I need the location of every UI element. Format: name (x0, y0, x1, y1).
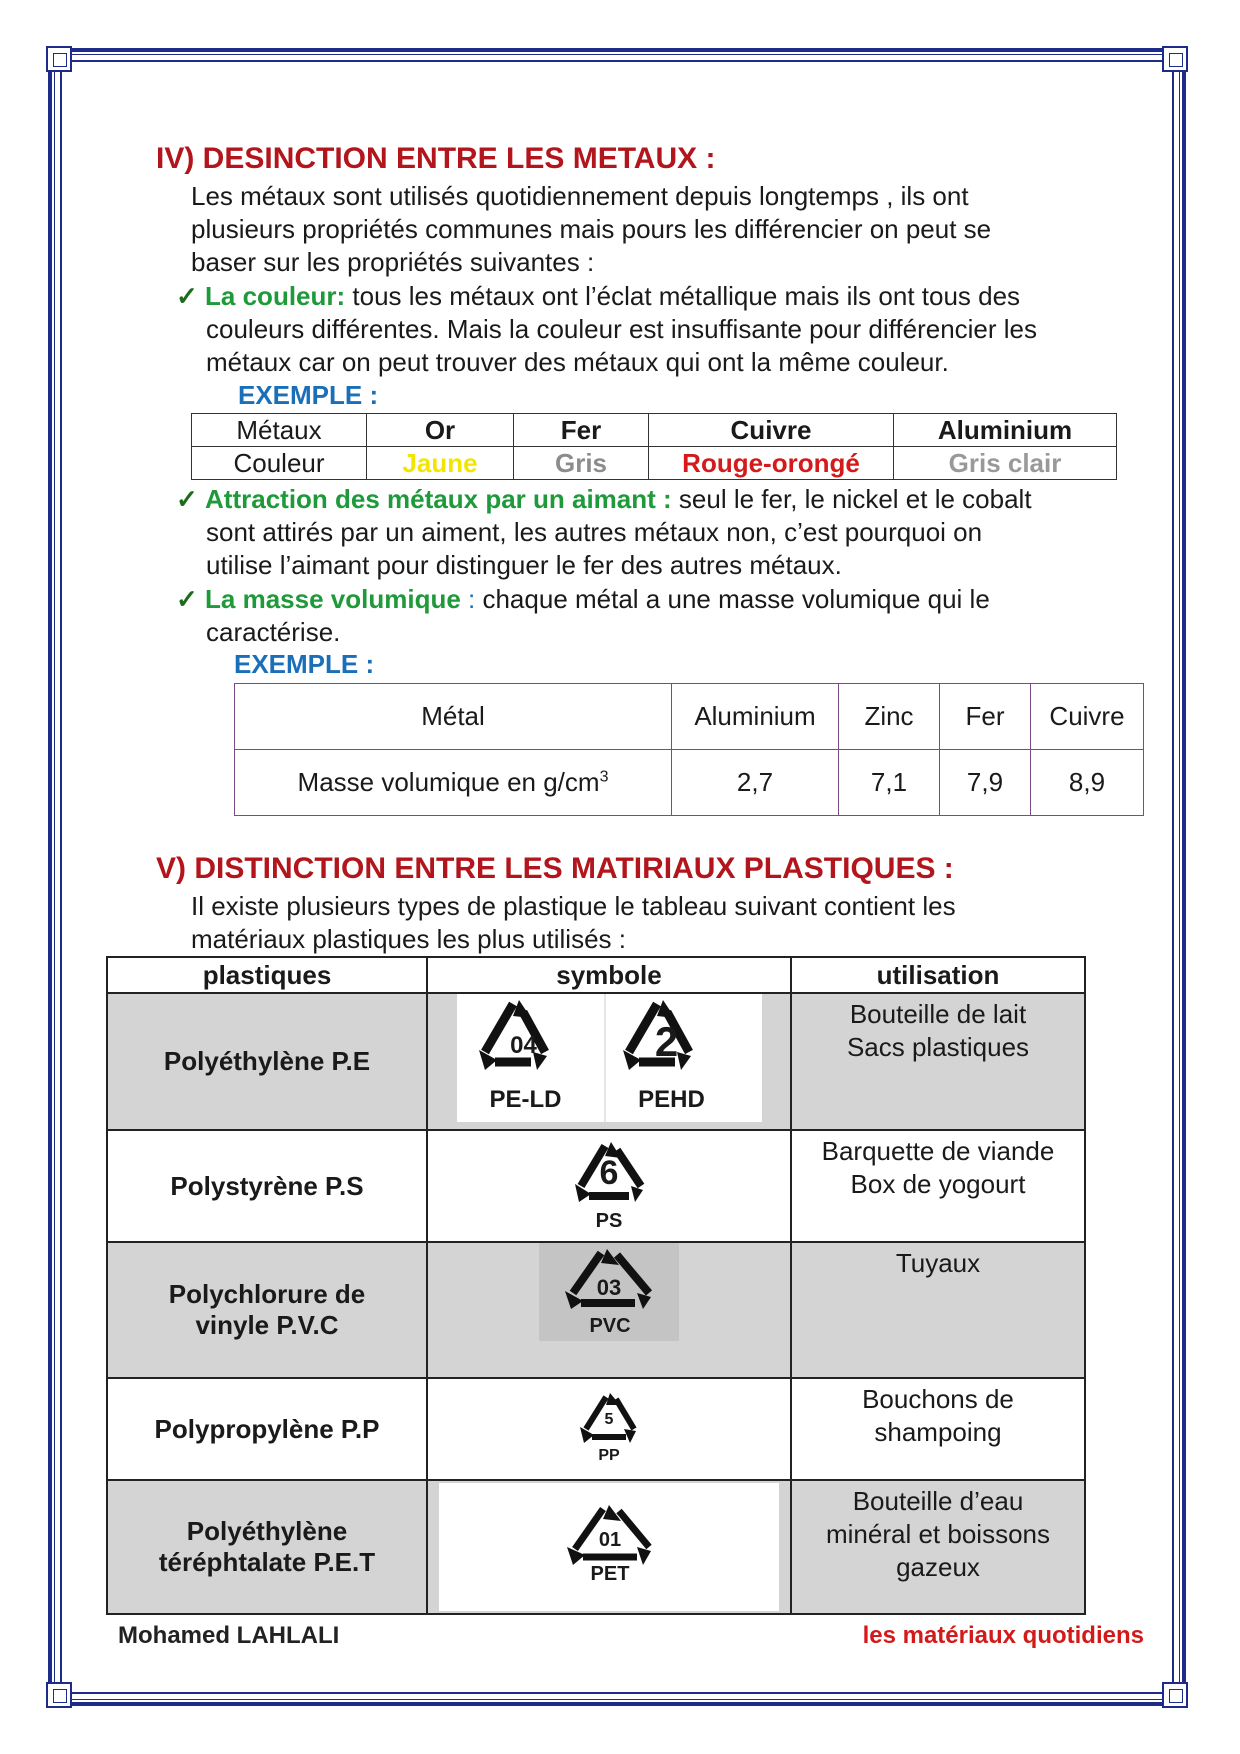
section-5-intro (191, 890, 956, 956)
symbol-code: 5 (604, 1411, 614, 1428)
usage-line: Bouteille d’eau (852, 1486, 1024, 1516)
aimant-label: Attraction des métaux par un aimant : (205, 484, 672, 514)
symbol-cell (427, 1130, 791, 1242)
table-header: symbole (427, 957, 791, 993)
corner-ornament (46, 46, 72, 72)
symbol-box (457, 994, 762, 1122)
check-icon: ✓ (176, 281, 198, 311)
name-line: téréphtalate P.E.T (158, 1547, 376, 1577)
usage-line: gazeux (896, 1552, 980, 1582)
table-cell: 2,7 (672, 750, 839, 816)
usage-line: Box de yogourt (850, 1169, 1026, 1199)
exemple-label: EXEMPLE : (238, 380, 379, 410)
couleur-paragraph (176, 280, 1156, 379)
usage-line: Sacs plastiques (846, 1032, 1030, 1062)
plastic-name: Polystyrène P.S (107, 1130, 427, 1242)
check-icon: ✓ (176, 584, 198, 614)
couleur-text: tous les métaux ont l’éclat métallique mais ils ont tous des (345, 281, 1021, 311)
plastic-name: Polyéthylène P.E (107, 993, 427, 1130)
usage-cell (791, 993, 1085, 1130)
table-cell: Cuivre (649, 414, 894, 447)
check-icon: ✓ (176, 484, 198, 514)
symbol-code: 04 (510, 1032, 537, 1059)
usage-line: Barquette de viande (821, 1136, 1055, 1166)
table-cell: Zinc (839, 684, 940, 750)
table-row (107, 1242, 1085, 1378)
table-row (107, 1480, 1085, 1614)
usage-cell (791, 1480, 1085, 1614)
usage-line: minéral et boissons (826, 1519, 1050, 1549)
corner-ornament (46, 1682, 72, 1708)
footer-author: Mohamed LAHLALI (118, 1622, 340, 1649)
couleur-line2: couleurs différentes. Mais la couleur est insuffisante pour différencier les (206, 314, 1038, 344)
symbol-label: PP (598, 1447, 620, 1464)
table-cell: Aluminium (894, 414, 1117, 447)
plastic-name (107, 1480, 427, 1614)
symbol-box (564, 1389, 654, 1469)
couleur-label: La couleur: (205, 281, 346, 311)
symbol-cell (427, 993, 791, 1130)
masse-sep: : (460, 584, 476, 614)
masse-line2: caractérise. (206, 617, 341, 647)
table-cell (235, 750, 672, 816)
intro-line: Les métaux sont utilisés quotidiennement depuis longtemps , ils ont (191, 181, 969, 211)
plastics-table (106, 956, 1086, 1615)
symbol-cell (427, 1242, 791, 1378)
plastic-name (107, 1242, 427, 1378)
color-gris-clair: Gris clair (894, 447, 1117, 480)
color-jaune: Jaune (367, 447, 514, 480)
masse-paragraph (176, 583, 1176, 649)
intro-line: plusieurs propriétés communes mais pours les différencier on peut se (191, 214, 992, 244)
name-line: vinyle P.V.C (195, 1310, 339, 1340)
table-cell: 8,9 (1031, 750, 1144, 816)
table-cell: Couleur (192, 447, 367, 480)
section-4-title: IV) DESINCTION ENTRE LES METAUX : (156, 142, 716, 175)
intro-line: Il existe plusieurs types de plastique le tableau suivant contient les (191, 891, 956, 921)
table-cell: 7,1 (839, 750, 940, 816)
symbol-label: PET (590, 1563, 630, 1585)
table-cell: Or (367, 414, 514, 447)
table-row (107, 1130, 1085, 1242)
usage-cell (791, 1130, 1085, 1242)
symbol-label: PVC (589, 1315, 631, 1337)
color-rouge: Rouge-orongé (649, 447, 894, 480)
exemple2-label: EXEMPLE : (234, 649, 375, 679)
usage-line: shampoing (874, 1417, 1002, 1447)
symbol-cell (427, 1480, 791, 1614)
symbol-code: 6 (599, 1154, 619, 1192)
symbol-code: 01 (598, 1529, 622, 1551)
table-cell: Aluminium (672, 684, 839, 750)
symbol-label: PEHD (638, 1086, 705, 1113)
symbol-code: 2 (654, 1018, 679, 1065)
section-5-title: V) DISTINCTION ENTRE LES MATIRIAUX PLASTIQUES : (156, 852, 954, 885)
superscript: 3 (599, 768, 609, 786)
symbol-cell (427, 1378, 791, 1480)
symbol-box (439, 1483, 779, 1611)
usage-cell (791, 1242, 1085, 1378)
corner-ornament (1162, 46, 1188, 72)
intro-line: baser sur les propriétés suivantes : (191, 247, 595, 277)
table-cell: Métaux (192, 414, 367, 447)
symbol-box (549, 1136, 669, 1236)
density-row-label: Masse volumique en g/cm (297, 767, 600, 797)
aimant-text: seul le fer, le nickel et le cobalt (671, 484, 1032, 514)
usage-cell (791, 1378, 1085, 1480)
table-header: utilisation (791, 957, 1085, 993)
aimant-line2: sont attirés par un aiment, les autres métaux non, c’est pourquoi on (206, 517, 983, 547)
aimant-line3: utilise l’aimant pour distinguer le fer des autres métaux. (206, 550, 842, 580)
density-table (234, 683, 1144, 816)
table-row (107, 993, 1085, 1130)
table-row (107, 1378, 1085, 1480)
corner-ornament (1162, 1682, 1188, 1708)
symbol-box (539, 1243, 679, 1341)
table-cell: Fer (940, 684, 1031, 750)
aimant-paragraph (176, 483, 1176, 582)
masse-label: La masse volumique (205, 584, 461, 614)
name-line: Polychlorure de (168, 1279, 366, 1309)
table-cell: Fer (514, 414, 649, 447)
table-cell: Métal (235, 684, 672, 750)
symbol-label: PE-LD (489, 1086, 562, 1113)
table-cell: 7,9 (940, 750, 1031, 816)
usage-line: Bouchons de (862, 1384, 1014, 1414)
intro-line: matériaux plastiques les plus utilisés : (191, 924, 626, 954)
color-table (191, 413, 1117, 480)
footer-subject: les matériaux quotidiens (862, 1622, 1144, 1649)
symbol-code: 03 (596, 1275, 622, 1300)
section-4-intro (191, 180, 991, 279)
table-cell: Cuivre (1031, 684, 1144, 750)
plastic-name: Polypropylène P.P (107, 1378, 427, 1480)
table-header: plastiques (107, 957, 427, 993)
masse-text: chaque métal a une masse volumique qui le (475, 584, 990, 614)
color-gris: Gris (514, 447, 649, 480)
usage-line: Tuyaux (895, 1248, 981, 1278)
couleur-line3: métaux car on peut trouver des métaux qui ont la même couleur. (206, 347, 949, 377)
usage-line: Bouteille de lait (849, 999, 1027, 1029)
name-line: Polyéthylène (186, 1516, 348, 1546)
symbol-label: PS (595, 1210, 623, 1232)
